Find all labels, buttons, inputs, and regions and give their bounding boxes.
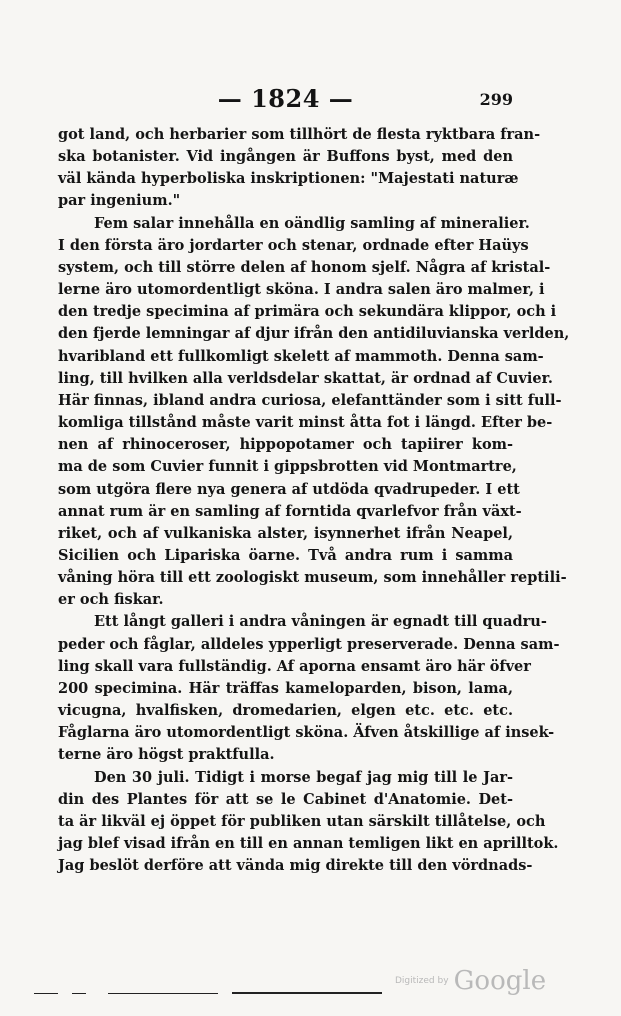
text-line: som utgöra flere nya genera af utdöda qvadrupeder. I ett <box>58 480 520 498</box>
text-line: er och fiskar. <box>58 591 164 609</box>
text-line: terne äro högst praktfulla. <box>58 746 275 764</box>
footer-rule <box>72 993 86 994</box>
page-header <box>58 84 513 124</box>
text-line: Sicilien och Lipariska öarne. Två andra rum i samma <box>58 546 513 564</box>
text-line: peder och fåglar, alldeles ypperligt preserverade. Denna sam- <box>58 635 560 653</box>
text-line: väl kända hyperboliska inskriptionen: "Majestati naturæ <box>58 170 519 188</box>
text-line: Här finnas, ibland andra curiosa, elefanttänder som i sitt full- <box>58 391 562 409</box>
text-line: jag blef visad ifrån en till en annan temligen likt en aprilltok. <box>58 835 559 852</box>
text-line: ling skall vara fullständig. Af aporna ensamt äro här öfver <box>58 657 531 675</box>
text-line: I den första äro jordarter och stenar, ordnade efter Haüys <box>58 236 529 254</box>
page-number: 299 <box>479 90 513 109</box>
footer-rule <box>232 992 382 994</box>
text-line: Ett långt galleri i andra våningen är egnadt till quadru- <box>94 613 547 631</box>
footer-rule <box>108 993 218 994</box>
digitized-watermark <box>395 966 546 996</box>
running-head-year: — 1824 — <box>217 84 354 113</box>
text-line: got land, och herbarier som tillhört de flesta ryktbara fran- <box>58 126 541 143</box>
footer-rule <box>34 993 58 994</box>
text-line: vicugna, hvalfisken, dromedarien, elgen etc. etc. etc. <box>58 702 513 720</box>
body-text <box>58 124 570 877</box>
text-line: par ingenium." <box>58 192 181 210</box>
watermark-logo: Google <box>453 966 547 996</box>
text-line: ma de som Cuvier funnit i gippsbrotten vid Montmartre, <box>58 458 517 476</box>
text-line: ska botanister. Vid ingången är Buffons byst, med den <box>58 148 513 166</box>
text-line: riket, och af vulkaniska alster, isynnerhet ifrån Neapel, <box>58 524 513 542</box>
text-line: ling, till hvilken alla verldsdelar skattat, är ordnad af Cuvier. <box>58 369 553 387</box>
text-line: system, och till större delen af honom sjelf. Några af kristal- <box>58 258 551 276</box>
text-line: nen af rhinoceroser, hippopotamer och tapiirer kom- <box>58 436 513 454</box>
text-line: din des Plantes för att se le Cabinet d'Anatomie. Det- <box>58 790 513 808</box>
text-line: 200 specimina. Här träffas kameloparden, bison, lama, <box>58 679 513 697</box>
text-line: lerne äro utomordentligt sköna. I andra salen äro malmer, i <box>58 281 545 299</box>
text-line: ta är likväl ej öppet för publiken utan särskilt tillåtelse, och <box>58 812 546 830</box>
text-line: den tredje specimina af primära och sekundära klippor, och i <box>58 303 557 321</box>
text-line: Fem salar innehålla en oändlig samling af mineralier. <box>94 214 530 232</box>
text-line: komliga tillstånd måste varit minst åtta fot i längd. Efter be- <box>58 414 553 432</box>
text-line: annat rum är en samling af forntida qvarlefvor från växt- <box>58 502 522 520</box>
text-line: den fjerde lemningar af djur ifrån den antidiluvianska verlden, <box>58 325 570 343</box>
text-line: hvaribland ett fullkomligt skelett af mammoth. Denna sam- <box>58 347 544 365</box>
watermark-small-text: Digitized by <box>395 976 449 986</box>
text-line: våning höra till ett zoologiskt museum, som innehåller reptili- <box>58 569 567 587</box>
text-line: Jag beslöt derföre att vända mig direkte till den vördnads- <box>58 857 533 875</box>
text-line: Fåglarna äro utomordentligt sköna. Äfven åtskillige af insek- <box>58 724 555 742</box>
text-line: Den 30 juli. Tidigt i morse begaf jag mig till le Jar- <box>94 768 513 786</box>
